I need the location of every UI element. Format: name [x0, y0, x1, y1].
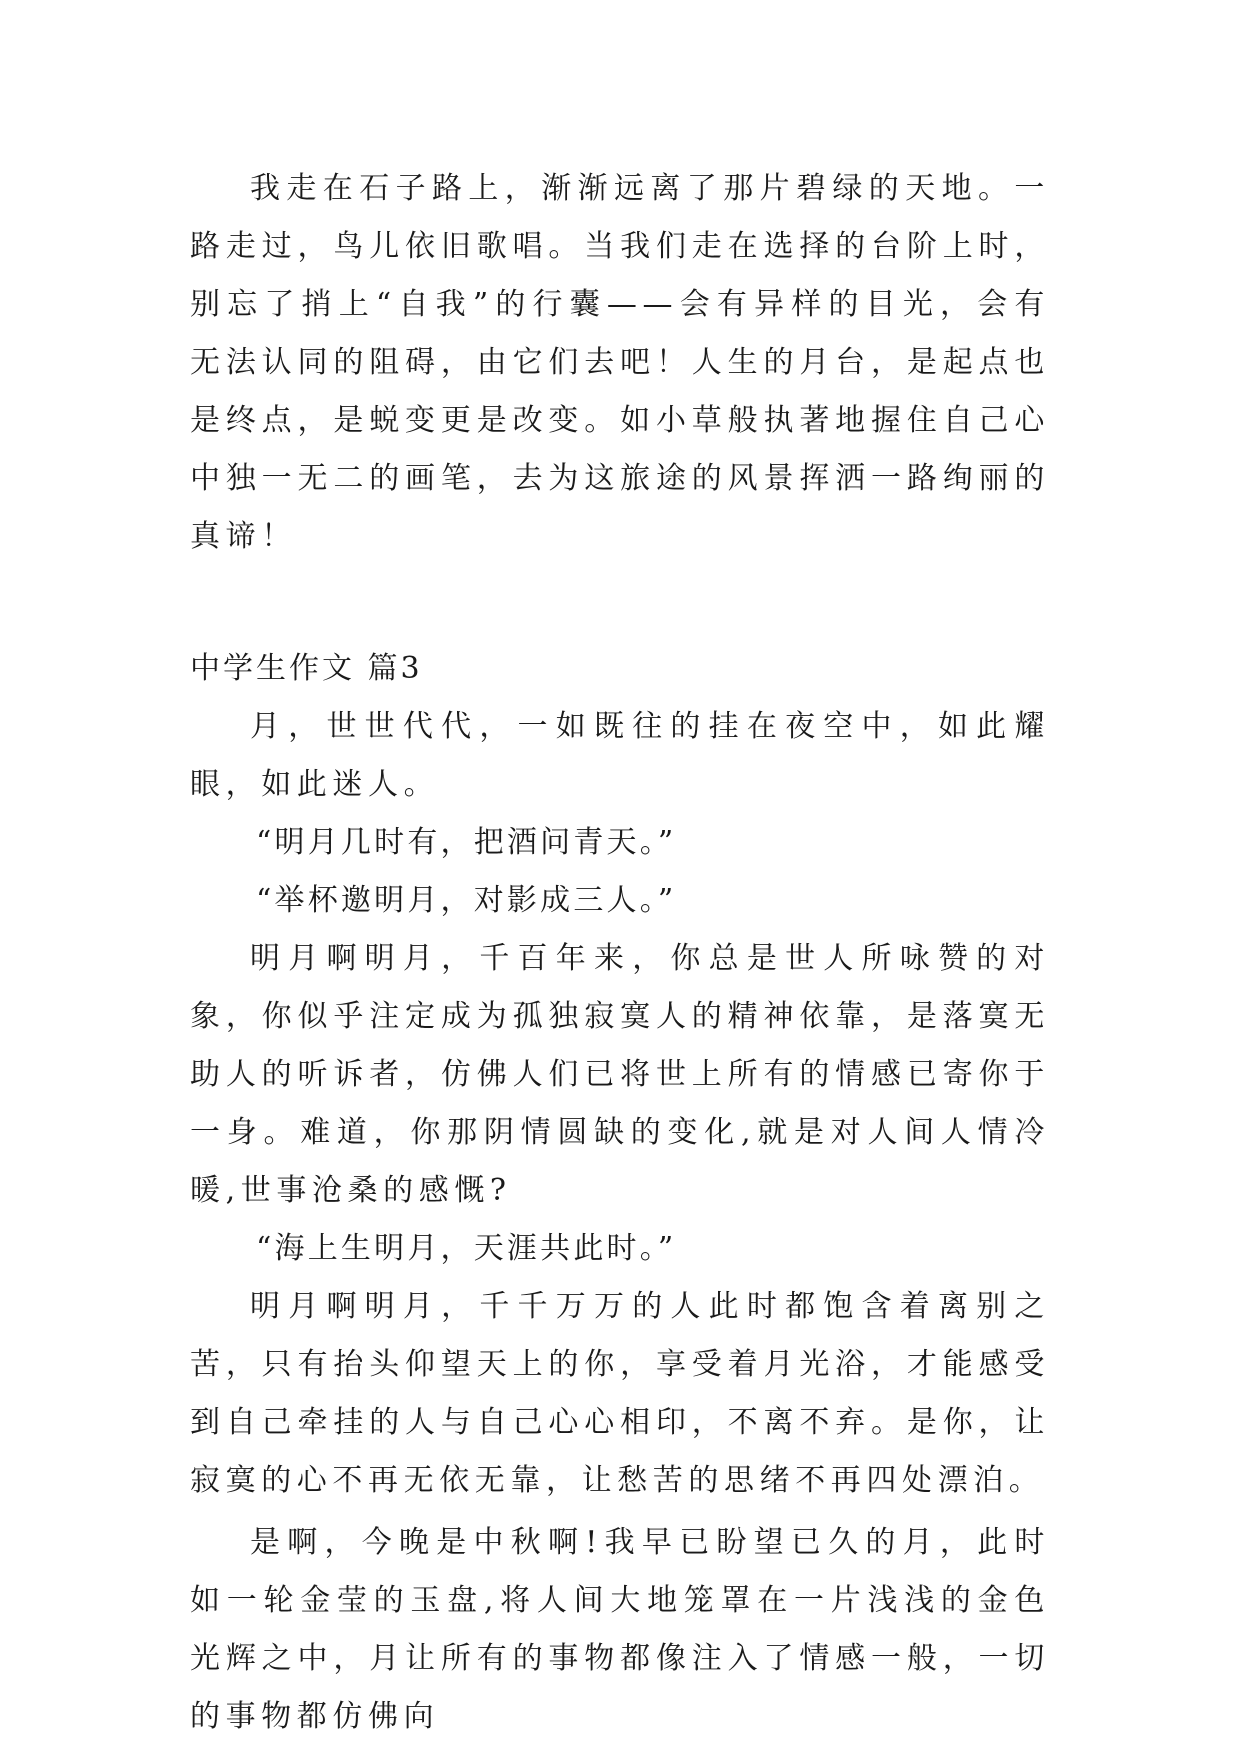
paragraph-2: 明月啊明月，千百年来，你总是世人所咏赞的对象，你似乎注定成为孤独寂寞人的精神依靠，是落寞无助人的听诉者，仿佛人们已将世上所有的情感已寄你于一身。难道，你那阴情圆缺的变化,就是对人间人情冷暖,世事沧桑的感慨?	[190, 941, 1050, 1208]
quote-1: “明月几时有，把酒问青天。”	[256, 825, 677, 860]
paragraph-3: 明月啊明月，千千万万的人此时都饱含着离别之苦，只有抬头仰望天上的你，享受着月光浴，才能感受到自己牵挂的人与自己心心相印，不离不弃。是你，让寂寞的心不再无依无靠，让愁苦的思绪不再四处漂泊。	[190, 1289, 1050, 1498]
intro-paragraph: 我走在石子路上，渐渐远离了那片碧绿的天地。一路走过，鸟儿依旧歌唱。当我们走在选择的台阶上时，别忘了捎上“自我”的行囊——会有异样的目光，会有无法认同的阻碍，由它们去吧！人生的月台，是起点也是终点，是蜕变更是改变。如小草般执著地握住自己心中独一无二的画笔，去为这旅途的风景挥洒一路绚丽的真谛！	[190, 171, 1050, 554]
paragraph-4: 是啊，今晚是中秋啊!我早已盼望已久的月，此时如一轮金莹的玉盘,将人间大地笼罩在一片浅浅的金色光辉之中，月让所有的事物都像注入了情感一般，一切的事物都仿佛向	[190, 1525, 1050, 1734]
quote-3: “海上生明月，天涯共此时。”	[256, 1231, 677, 1266]
document-page	[190, 160, 1050, 1746]
quote-2: “举杯邀明月，对影成三人。”	[256, 883, 677, 918]
paragraph-1: 月，世世代代，一如既往的挂在夜空中，如此耀眼，如此迷人。	[190, 709, 1050, 802]
section-title: 中学生作文 篇3	[190, 651, 423, 686]
